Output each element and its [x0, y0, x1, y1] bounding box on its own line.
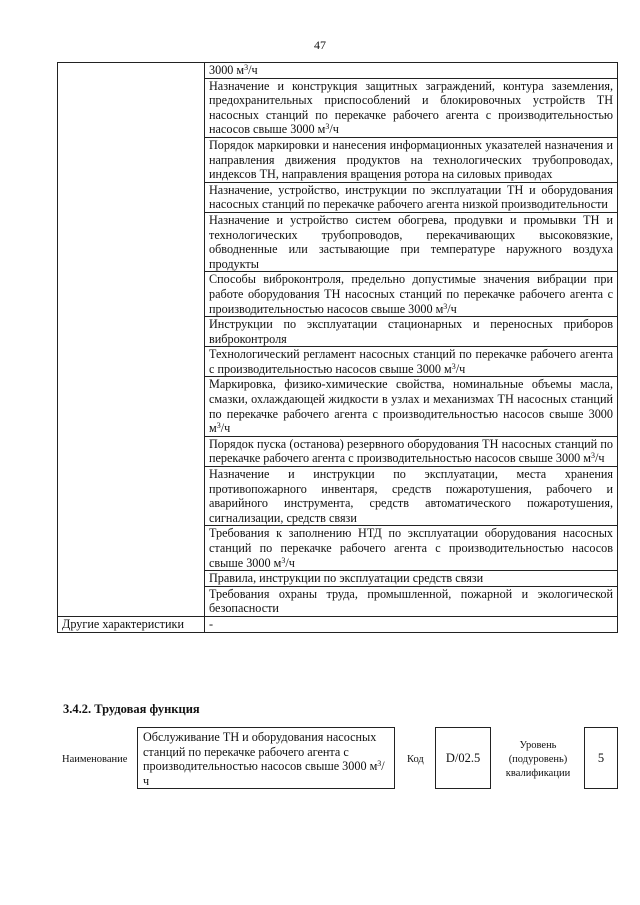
- requirement-text: Требования к заполнению НТД по эксплуатации оборудования насосных станций по перекачке рабочего агента с производительностью насосов свыше 3000 м: [209, 526, 613, 570]
- requirement-text: -: [209, 616, 214, 631]
- requirement-text: Правила, инструкции по эксплуатации средств связи: [209, 571, 484, 586]
- requirement-cell: [205, 272, 618, 317]
- table-row: [58, 63, 618, 79]
- unit-superscript: 3: [443, 301, 448, 311]
- unit-superscript: 3: [591, 451, 596, 461]
- unit-superscript: 3: [216, 421, 221, 431]
- requirement-text: Технологический регламент насосных станций по перекачке рабочего агента с производительностью насосов свыше 3000 м: [209, 347, 613, 376]
- unit-tail: /ч: [455, 361, 466, 376]
- section-title: 3.4.2. Трудовая функция: [63, 702, 200, 716]
- requirement-text: Требования охраны труда, промышленной, пожарной и экологической безопасности: [209, 586, 613, 616]
- requirement-text: Инструкции по эксплуатации стационарных и переносных приборов виброконтроля: [209, 317, 613, 346]
- requirement-text: Назначение и конструкция защитных заграждений, контура заземления, предохранительных приспособлений и блокировочных устройств ТН насосных станций по перекачке рабочего агента с производительностью насосов свыше 3000 м: [209, 78, 613, 137]
- name-label: Наименование: [62, 754, 128, 765]
- requirement-cell: [205, 137, 618, 182]
- page-number: 47: [314, 38, 326, 52]
- unit-superscript: 3: [281, 555, 286, 565]
- level-label: Уровень (подуровень) квалификации: [505, 740, 571, 779]
- requirement-cell: [205, 317, 618, 347]
- unit-tail: /ч: [447, 301, 457, 316]
- requirement-cell: [205, 182, 618, 212]
- requirements-table: [57, 62, 618, 633]
- function-name-sup: 3: [377, 759, 382, 769]
- unit-superscript: 3: [325, 122, 330, 132]
- requirement-cell: [205, 526, 618, 571]
- row-label-cell: Другие характеристики: [58, 616, 205, 632]
- function-name-box: [137, 727, 395, 789]
- requirement-text: Назначение, устройство, инструкции по эксплуатации ТН и оборудования насосных станций по перекачке рабочего агента низкой производительности: [209, 182, 613, 212]
- requirement-text: Порядок пуска (останова) резервного оборудования ТН насосных станций по перекачке рабочего агента с производительностью насосов свыше 3000 м: [209, 436, 613, 466]
- requirement-cell: [205, 571, 618, 587]
- requirement-text: Способы виброконтроля, предельно допустимые значения вибрации при работе оборудования ТН насосных станций по перекачке рабочего агента с производительностью насосов свыше 3000 м: [209, 272, 613, 316]
- unit-tail: /ч: [595, 451, 605, 466]
- unit-tail: /ч: [248, 63, 258, 77]
- requirement-text: Маркировка, физико-химические свойства, номинальные объемы масла, смазки, охлаждающей жидкости в узлах и механизмах ТН насосных станций по перекачке рабочего агента с производительностью насосов свыше 3000 м: [209, 377, 613, 436]
- requirement-cell: [205, 377, 618, 436]
- unit-tail: /ч: [329, 122, 339, 137]
- requirement-text: Назначение и инструкции по эксплуатации, места хранения противопожарного инвентаря, средств пожаротушения, рабочего и аварийного инструмента, средств автоматического пожаротушения, сигнализации, средств связи: [209, 467, 613, 525]
- requirement-cell: [205, 347, 618, 377]
- labor-function-table: [57, 727, 618, 791]
- requirement-text: Назначение и устройство систем обогрева, продувки и промывки ТН и технологических трубопроводов, перекачивающих высоковязкие, обводненные или застывающие при температуре наружного воздуха продукты: [209, 212, 613, 271]
- function-name-tail: /ч: [143, 759, 385, 788]
- code-label: Код: [407, 754, 424, 765]
- requirement-text: Порядок маркировки и нанесения информационных указателей назначения и направления движения продуктов на технологических трубопроводах, индексов ТН, направления вращения ротора на силовых приводах: [209, 137, 613, 182]
- function-name-text: Обслуживание ТН и оборудования насосных станций по перекачке рабочего агента с производительностью насосов свыше 3000 м: [143, 730, 378, 774]
- code-value: D/02.5: [435, 727, 491, 789]
- requirement-cell: [205, 212, 618, 271]
- requirement-text: 3000 м: [209, 63, 245, 77]
- requirement-cell: [205, 436, 618, 466]
- unit-superscript: 3: [451, 361, 456, 371]
- requirement-cell: [205, 616, 618, 632]
- requirement-cell: [205, 467, 618, 526]
- table-row: [58, 616, 618, 632]
- unit-tail: /ч: [220, 421, 231, 436]
- unit-superscript: 3: [244, 63, 249, 72]
- unit-tail: /ч: [285, 555, 295, 570]
- requirement-cell: [205, 586, 618, 616]
- requirement-cell: [205, 63, 618, 79]
- requirement-cell: [205, 78, 618, 137]
- row-label-cell: [58, 63, 205, 617]
- level-value: 5: [584, 727, 618, 789]
